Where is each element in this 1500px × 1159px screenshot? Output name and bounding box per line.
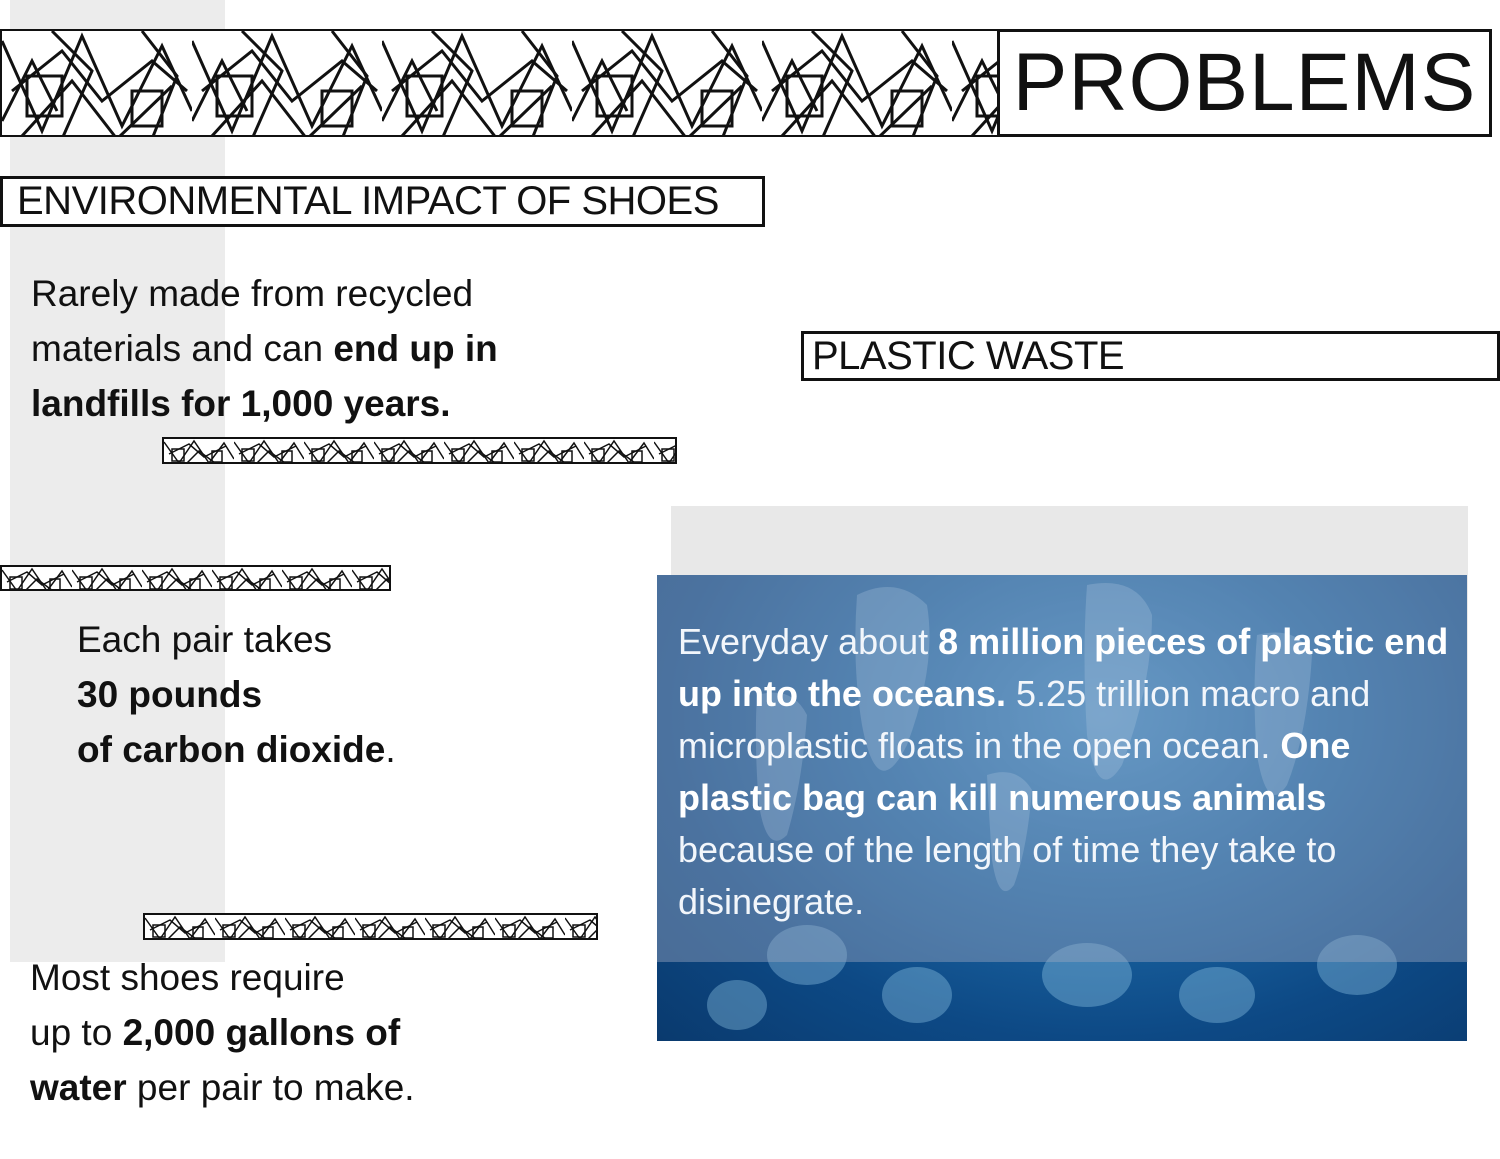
page-title-box (997, 29, 1492, 137)
fact-landfill (31, 266, 551, 431)
fact-water (30, 950, 550, 1115)
fact-carbon-line1: Each pair takes (77, 619, 333, 660)
fact-water-line3: water per pair to make. (30, 1067, 415, 1108)
shoes-section-label: ENVIRONMENTAL IMPACT OF SHOES (17, 179, 719, 223)
geometric-pattern-icon (145, 915, 598, 940)
plastic-waste-paragraph: Everyday about 8 million pieces of plastic end up into the oceans. 5.25 trillion macro and microplastic floats in the open ocean. One plastic bag can kill numerous animals because of the length of time they take to disinegrate. (678, 621, 1449, 922)
page-title: PROBLEMS (1012, 37, 1477, 128)
fact-carbon-line2: 30 pounds (77, 674, 263, 715)
background-column (10, 0, 225, 962)
pattern-strip-1 (162, 437, 677, 464)
plastic-section-label: PLASTIC WASTE (812, 333, 1125, 378)
pattern-strip-3 (143, 913, 598, 940)
fact-landfill-line2: materials and can end up in (31, 328, 498, 369)
fact-carbon (77, 612, 557, 777)
fact-water-line2: up to 2,000 gallons of (30, 1012, 401, 1053)
shoes-section-label-box (0, 176, 765, 227)
fact-water-line1: Most shoes require (30, 957, 345, 998)
fact-carbon-line3: of carbon dioxide. (77, 729, 396, 770)
fact-landfill-line3: landfills for 1,000 years. (31, 383, 451, 424)
geometric-pattern-icon (164, 439, 677, 464)
geometric-pattern-icon (2, 567, 391, 591)
pattern-strip-2 (0, 565, 391, 591)
geometric-pattern-icon (2, 31, 1000, 137)
plastic-section-label-box (801, 331, 1500, 381)
header-pattern-band (0, 29, 1000, 137)
fact-landfill-line1: Rarely made from recycled (31, 273, 474, 314)
